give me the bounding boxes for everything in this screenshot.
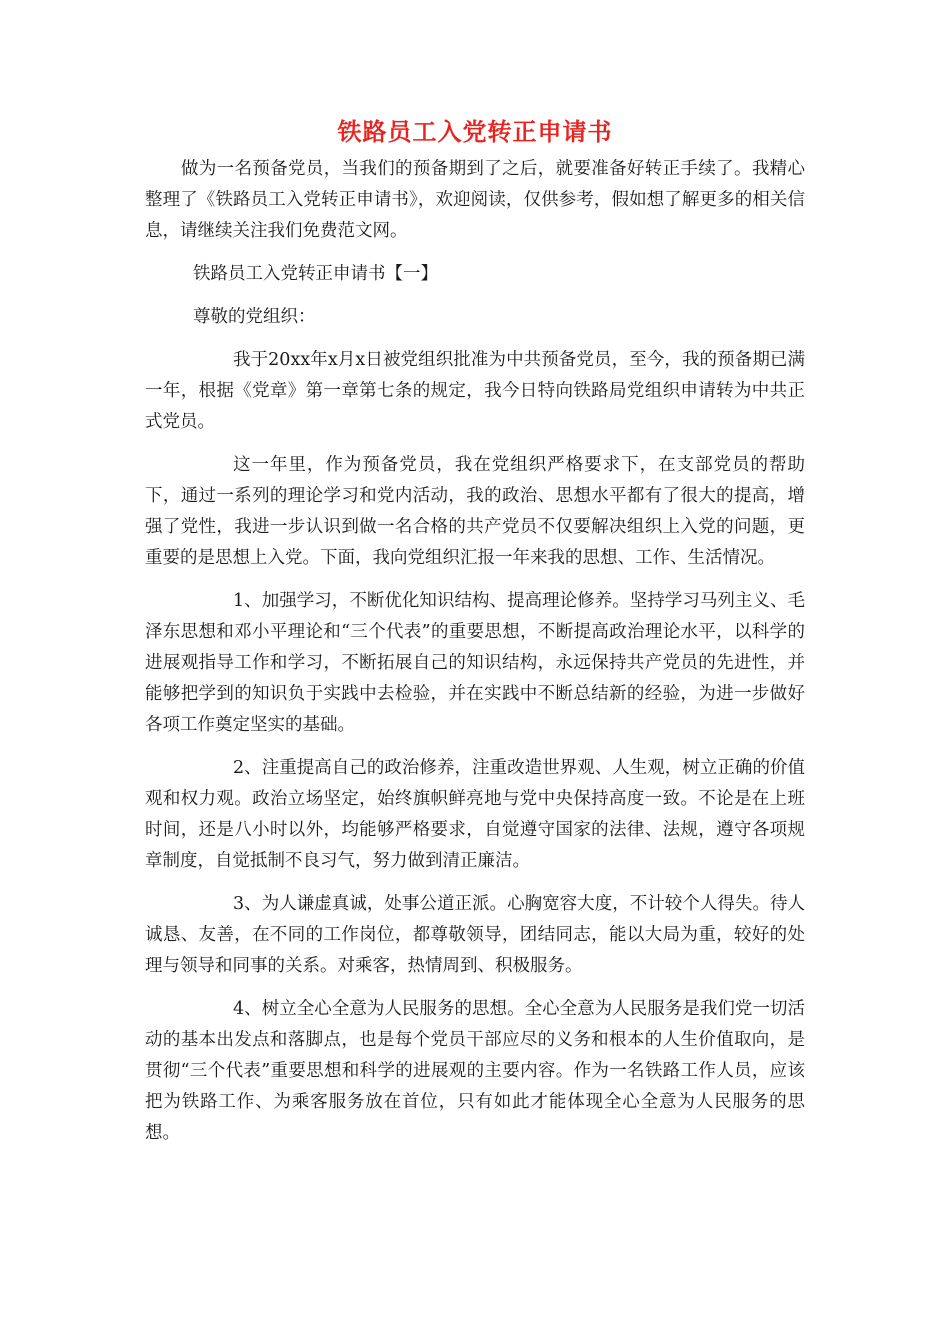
body-paragraph-4: 2、注重提高自己的政治修养，注重改造世界观、人生观，树立正确的价值观和权力观。政治立场坚定，始终旗帜鲜亮地与党中央保持高度一致。不论是在上班时间，还是八小时以外，均能够严格要求，自觉遵守国家的法律、法规，遵守各项规章制度，自觉抵制不良习气，努力做到清正廉洁。 [145, 758, 805, 871]
body-paragraph-2: 这一年里，作为预备党员，我在党组织严格要求下，在支部党员的帮助下，通过一系列的理论学习和党内活动，我的政治、思想水平都有了很大的提高，增强了党性，我进一步认识到做一名合格的共产党员不仅要解决组织上入党的问题，更重要的是思想上入党。下面，我向党组织汇报一年来我的思想、工作、生活情况。 [145, 455, 805, 568]
document-title: 铁路员工入党转正申请书 [337, 118, 613, 146]
body-paragraph-6: 4、树立全心全意为人民服务的思想。全心全意为人民服务是我们党一切活动的基本出发点和落脚点，也是每个党员干部应尽的义务和根本的人生价值取向，是贯彻“三个代表”重要思想和科学的进展观的主要内容。作为一名铁路工作人员，应该把为铁路工作、为乘客服务放在首位，只有如此才能体现全心全意为人民服务的思想。 [145, 999, 805, 1143]
document-page [145, 112, 805, 1149]
body-paragraph-3: 1、加强学习，不断优化知识结构、提高理论修养。坚持学习马列主义、毛泽东思想和邓小平理论和“三个代表”的重要思想，不断提高政治理论水平，以科学的进展观指导工作和学习，不断拓展自己的知识结构，永远保持共产党员的先进性，并能够把学到的知识负于实践中去检验，并在实践中不断总结新的经验，为进一步做好各项工作奠定坚实的基础。 [145, 591, 805, 735]
salutation: 尊敬的党组织： [193, 307, 316, 327]
body-paragraph-5: 3、为人谦虚真诚，处事公道正派。心胸宽容大度，不计较个人得失。待人诚恳、友善，在不同的工作岗位，都尊敬领导，团结同志，能以大局为重，较好的处理与领导和同事的关系。对乘客，热情周到、积极服务。 [145, 894, 805, 976]
body-paragraph-1: 我于20xx年x月x日被党组织批准为中共预备党员，至今，我的预备期已满一年，根据《党章》第一章第七条的规定，我今日特向铁路局党组织申请转为中共正式党员。 [145, 350, 805, 432]
intro-paragraph: 做为一名预备党员，当我们的预备期到了之后，就要准备好转正手续了。我精心整理了《铁路员工入党转正申请书》，欢迎阅读，仅供参考，假如想了解更多的相关信息，请继续关注我们免费范文网。 [145, 159, 805, 241]
section-subheading: 铁路员工入党转正申请书【一】 [193, 264, 438, 284]
